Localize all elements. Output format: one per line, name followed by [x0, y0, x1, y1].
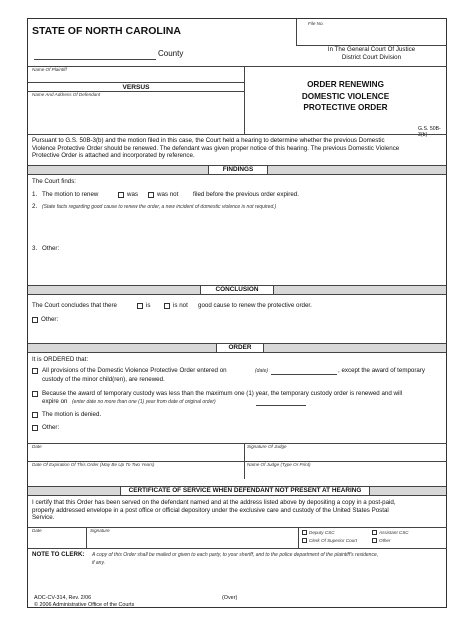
county-label: County [158, 49, 184, 58]
form-number: AOC-CV-314, Rev. 2/06 [34, 595, 92, 601]
over-label: (Over) [222, 595, 238, 601]
finding-1-num: 1. [32, 191, 38, 198]
was-not-checkbox[interactable] [148, 192, 154, 198]
order-section-title: ORDER [216, 343, 264, 353]
intro-text: Pursuant to G.S. 50B-3(b) and the motion filed in this case, the Court held a hearing to determine whether the previous Domestic Violence Protective Order should be renewed. The defendant was given proper notice of this hearing. The previous Domestic Violence Protective Order is attached and incorporated by reference. [32, 137, 400, 160]
other-checkbox[interactable] [372, 538, 377, 543]
finding-1-tail: filed before the previous order expired. [193, 191, 299, 198]
order-date-line[interactable] [271, 374, 337, 375]
judge-sig-label: Signature Of Judge [247, 444, 287, 449]
copyright: © 2006 Administrative Office of the Courts [34, 602, 135, 608]
order-opt2-b: expire on [42, 398, 68, 405]
judge-name-label: Name Of Judge (Type Or Print) [247, 462, 311, 467]
deputy-csc-label: Deputy CSC [309, 530, 335, 535]
order-opt2-note: (enter date no more than one (1) year from date of original order) [72, 399, 216, 405]
sig-date-label: Date [32, 444, 42, 449]
title-line1: ORDER RENEWING [307, 80, 384, 89]
is-not-label: is not [173, 302, 188, 309]
other-label: Other [379, 538, 391, 543]
is-checkbox[interactable] [137, 303, 143, 309]
clerk-label: Clerk Of Superior Court [309, 538, 357, 543]
statute-ref: G.S. 50B-3(b) [418, 126, 441, 138]
order-renew-checkbox[interactable] [32, 368, 38, 374]
plaintiff-label: Name Of Plaintiff [32, 67, 67, 72]
county-line[interactable] [34, 59, 156, 60]
conclusion-band [28, 285, 446, 295]
cert-signature-label: Signature [90, 528, 110, 533]
assistant-csc-checkbox[interactable] [372, 530, 377, 535]
defendant-label: Name And Address Of Defendant [32, 92, 101, 97]
order-opt1-date: (date) [255, 368, 269, 374]
conclusion-other-label: Other: [41, 316, 59, 323]
expiration-label: Date Of Expiration Of This Order (May Be Up To Two Years) [32, 462, 155, 467]
conclusion-title: CONCLUSION [200, 285, 274, 295]
court-line1: In The General Court Of Justice [327, 46, 416, 53]
order-denied-checkbox[interactable] [32, 412, 38, 418]
was-not-label: was not [157, 191, 179, 198]
conclusion-tail: good cause to renew the protective order. [198, 302, 312, 309]
was-label: was [127, 191, 139, 198]
file-no-label: File No. [308, 21, 324, 26]
order-expire-line[interactable] [256, 405, 306, 406]
note-label: NOTE TO CLERK: [32, 551, 85, 558]
court-finds: The Court finds: [32, 178, 77, 185]
finding-3-num: 3. [32, 245, 38, 252]
findings-band [28, 165, 446, 175]
state-heading: STATE OF NORTH CAROLINA [32, 25, 181, 37]
conclusion-lead: The Court concludes that there [32, 302, 117, 309]
finding-2-text: (State facts regarding good cause to renew the order, a new incident of domestic violence is not required.) [42, 204, 277, 210]
note-text2: if any. [92, 560, 105, 566]
finding-2-num: 2. [32, 203, 38, 210]
is-not-checkbox[interactable] [164, 303, 170, 309]
certificate-band [28, 486, 446, 496]
order-opt1-a: All provisions of the Domestic Violence Protective Order entered on [42, 367, 227, 374]
order-opt2-a: Because the award of temporary custody was less than the maximum one (1) year, the temporary custody order is renewed and will [42, 390, 403, 397]
order-band [28, 343, 446, 353]
finding-1-text: The motion to renew [42, 191, 99, 198]
order-form [27, 18, 447, 608]
finding-3-text: Other: [42, 245, 60, 252]
assistant-csc-label: Assistant CSC [379, 530, 409, 535]
order-custody-checkbox[interactable] [32, 391, 38, 397]
findings-title: FINDINGS [208, 165, 268, 175]
note-text1: A copy of this Order shall be mailed or given to each party, to your sheriff, and to the police department of the plaintiff's residence, [92, 552, 379, 558]
title-line3: PROTECTIVE ORDER [303, 103, 388, 112]
cert-date-label: Date [32, 528, 42, 533]
certificate-title: CERTIFICATE OF SERVICE WHEN DEFENDANT NOT PRESENT AT HEARING [120, 486, 370, 496]
deputy-csc-checkbox[interactable] [302, 530, 307, 535]
order-title [244, 79, 447, 114]
order-opt1-c: custody of the minor child(ren), are renewed. [42, 376, 165, 383]
clerk-checkbox[interactable] [302, 538, 307, 543]
order-lead: It is ORDERED that: [32, 356, 89, 363]
court-line2: District Court Division [341, 54, 402, 61]
is-label: is [146, 302, 151, 309]
order-opt3: The motion is denied. [42, 411, 102, 418]
versus-label: VERSUS [122, 84, 150, 91]
title-line2: DOMESTIC VIOLENCE [301, 91, 390, 101]
order-other-checkbox[interactable] [32, 425, 38, 431]
certificate-text: I certify that this Order has been served on the defendant named and at the address listed above by depositing a copy in a post-paid, properly addressed envelope in a post office or official depository under the exclusive care and custody of the United States Postal Service. [32, 499, 396, 522]
conclusion-other-checkbox[interactable] [32, 317, 38, 323]
order-opt1-b: , except the award of temporary [338, 367, 426, 374]
was-checkbox[interactable] [118, 192, 124, 198]
order-opt4: Other: [42, 424, 60, 431]
